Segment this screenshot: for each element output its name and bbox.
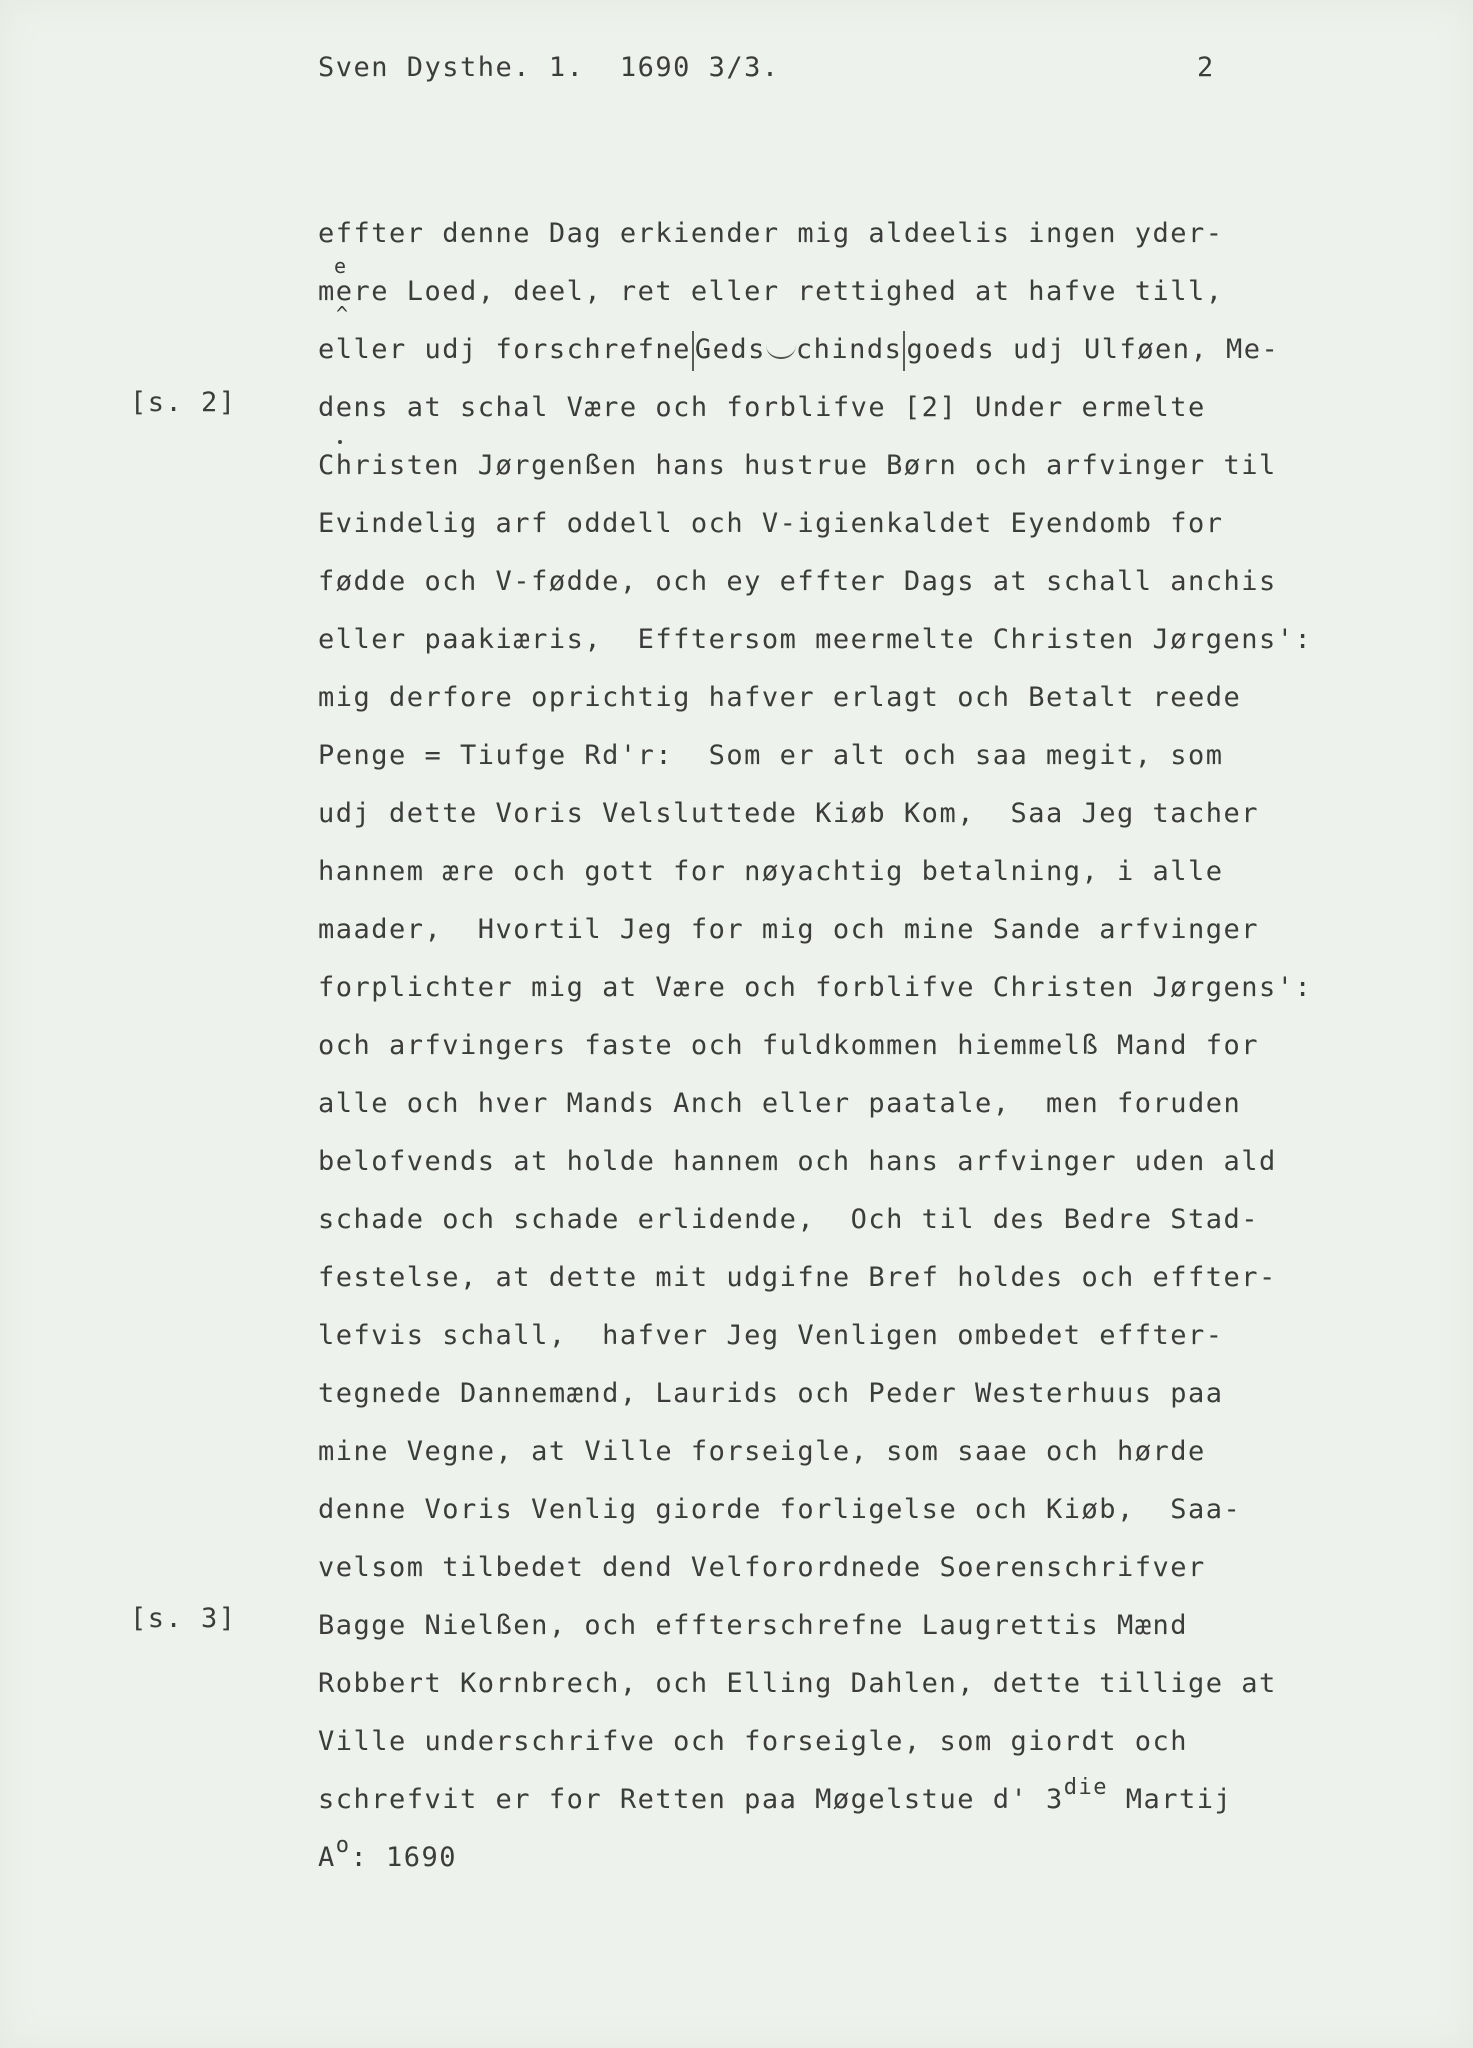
fragment-b: Geds: [694, 334, 766, 365]
text-line-26: Robbert Kornbrech, och Elling Dahlen, dette tillige at: [318, 1668, 1277, 1699]
text-line-20: lefvis schall, hafver Jeg Venligen ombedet effter-: [318, 1320, 1224, 1351]
text-line-25: Bagge Nielßen, och effterschrefne Laugrettis Mænd: [318, 1610, 1189, 1641]
text-line-16: alle och hver Mands Anch eller paatale, men foruden: [318, 1088, 1242, 1119]
fragment-rest: re Loed, deel, ret eller rettighed at hafve till,: [353, 276, 1224, 307]
fragment-b: : 1690: [350, 1842, 458, 1873]
text-line-17: belofvends at holde hannem och hans arfvinger uden ald: [318, 1146, 1277, 1177]
text-line-1: effter denne Dag erkiender mig aldeelis ingen yder-: [318, 218, 1224, 249]
text-line-18: schade och schade erlidende, Och til des Bedre Stad-: [318, 1204, 1260, 1235]
page-number: 2: [1197, 52, 1215, 83]
insertion-caret-icon: ^: [336, 302, 350, 326]
text-line-23: denne Voris Venlig giorde forligelse och Kiøb, Saa-: [318, 1494, 1242, 1525]
superscript: o: [335, 1833, 351, 1858]
text-line-2: [318, 254, 1438, 326]
text-line-11: udj dette Voris Velsluttede Kiøb Kom, Saa Jeg tacher: [318, 798, 1260, 829]
word-fragment: [318, 254, 354, 326]
text-line-10: Penge = Tiufge Rd'r: Som er alt och saa megit, som: [318, 740, 1224, 771]
ligature-mark-icon: [766, 343, 796, 359]
fragment-a: schrefvit er for Retten paa Møgelstue d' 3: [318, 1784, 1064, 1815]
fragment-a: eller udj forschrefne: [318, 334, 691, 365]
margin-note-s3: [s. 3]: [130, 1603, 237, 1634]
page-header: Sven Dysthe. 1. 1690 3/3.: [318, 52, 780, 83]
fragment-b: Martij: [1107, 1784, 1233, 1815]
ink-dot-icon: [338, 440, 342, 444]
text-line-15: och arfvingers faste och fuldkommen hiemmelß Mand for: [318, 1030, 1260, 1061]
text-line-5: Christen Jørgenßen hans hustrue Børn och arfvinger til: [318, 450, 1277, 481]
text-line-21: tegnede Dannemænd, Laurids och Peder Westerhuus paa: [318, 1378, 1224, 1409]
text-line-12: hannem ære och gott for nøyachtig betalning, i alle: [318, 856, 1224, 887]
text-line-3: [318, 321, 1438, 379]
text-line-28: [318, 1771, 1438, 1829]
fragment-me: me: [318, 276, 354, 307]
text-line-7: fødde och V-fødde, och ey effter Dags at schall anchis: [318, 566, 1277, 597]
margin-note-s2: [s. 2]: [130, 387, 237, 418]
text-line-4: dens at schal Være och forblifve [2] Under ermelte: [318, 392, 1206, 423]
text-line-29: [318, 1829, 1438, 1887]
text-line-22: mine Vegne, at Ville forseigle, som saae och hørde: [318, 1436, 1206, 1467]
text-line-8: eller paakiæris, Efftersom meermelte Christen Jørgens':: [318, 624, 1313, 655]
margin-bar-icon: [692, 331, 694, 371]
superscript-insertion: e: [334, 254, 348, 278]
text-line-19: festelse, at dette mit udgifne Bref holdes och effter-: [318, 1262, 1277, 1293]
text-line-14: forplichter mig at Være och forblifve Christen Jørgens':: [318, 972, 1313, 1003]
text-line-24: velsom tilbedet dend Velforordnede Soerenschrifver: [318, 1552, 1206, 1583]
fragment-c: chinds: [795, 334, 903, 365]
fragment-d: goeds udj Ulføen, Me-: [906, 334, 1280, 365]
document-body: [318, 205, 1438, 1887]
text-line-9: mig derfore oprichtig hafver erlagt och Betalt reede: [318, 682, 1242, 713]
fragment-a: A: [318, 1842, 336, 1873]
text-line-6: Evindelig arf oddell och V-igienkaldet Eyendomb for: [318, 508, 1224, 539]
text-line-27: Ville underschrifve och forseigle, som giordt och: [318, 1726, 1189, 1757]
superscript: die: [1063, 1775, 1108, 1800]
text-line-13: maader, Hvortil Jeg for mig och mine Sande arfvinger: [318, 914, 1260, 945]
